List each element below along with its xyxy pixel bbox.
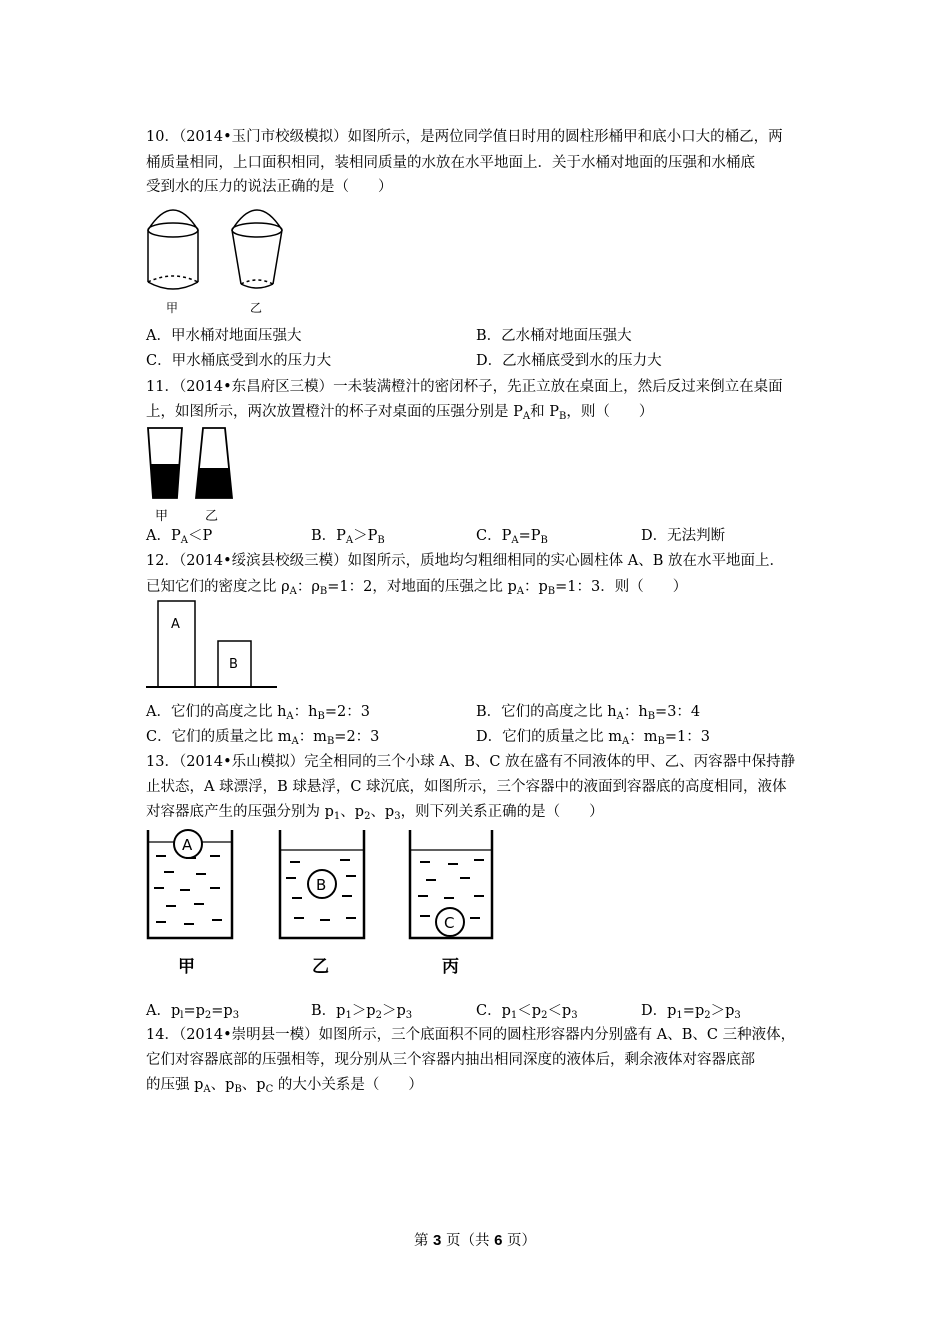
q10-buckets-figure [140,200,300,320]
q11-line-1: 11．（2014•东昌府区三模）一未装满橙汁的密闭杯子，先正立放在桌面上，然后反过来倒立在桌面 [146,379,783,395]
q11-line-2: 上，如图所示，两次放置橙汁的杯子对桌面的压强分别是 $P_A$和 $P_B$，则（ ） [146,404,654,422]
q10-option-d[interactable]: D．乙水桶底受到水的压力大 [476,353,662,369]
q10-label-jia: 甲 [166,301,179,315]
q11-label-yi: 乙 [205,509,219,524]
q13-label-bing: 丙 [442,957,459,977]
q12-option-b[interactable]: B．它们的高度之比 $h_A$：$h_B=3$：4 [476,704,701,722]
q12-cylinders-figure [146,598,281,692]
q10-option-b[interactable]: B．乙水桶对地面压强大 [476,328,632,344]
q12-line-2: 已知它们的密度之比 $\rho_A$：$\rho_B=1$：2，对地面的压强之比 $p_A$：$p_B=1$：3．则（ ） [146,579,688,597]
q10-line-1: 10．（2014•玉门市校级模拟）如图所示，是两位同学值日时用的圆柱形桶甲和底小口大的桶乙，两 [146,129,783,145]
q13-containers-figure [144,826,496,982]
q13-line-2: 止状态，A 球漂浮，B 球悬浮，C 球沉底，如图所示，三个容器中的液面到容器底的高度相同，液体 [146,779,787,795]
q13-liquid-dashes-jia [154,856,222,924]
q13-ball-a-label: A [182,836,193,854]
q10-label-yi: 乙 [250,301,263,315]
q13-label-yi: 乙 [312,957,329,977]
q12-label-b: B [229,657,238,672]
q13-line-3: 对容器底产生的压强分别为 $p_1$、$p_2$、$p_3$，则下列关系正确的是（ ） [146,804,604,822]
q12-option-c[interactable]: C．它们的质量之比 $m_A$：$m_B=2$：3 [146,729,380,747]
q10-line-2: 桶质量相同，上口面积相同，装相同质量的水放在水平地面上．关于水桶对地面的压强和水桶底 [146,155,755,171]
q10-option-a[interactable]: A．甲水桶对地面压强大 [146,328,302,344]
q11-label-jia: 甲 [155,509,169,524]
q13-label-jia: 甲 [178,957,195,977]
q14-line-2: 它们对容器底部的压强相等，现分别从三个容器内抽出相同深度的液体后，剩余液体对容器底部 [146,1052,755,1068]
q14-line-3: 的压强 $p_A$、$p_B$、$p_C$ 的大小关系是（ ） [146,1077,423,1095]
q13-line-1: 13．（2014•乐山模拟）完全相同的三个小球 A、B、C 放在盛有不同液体的甲、乙、丙容器中保持静 [146,754,796,770]
q12-label-a: A [171,617,180,632]
q13-ball-b-label: B [316,876,327,894]
q10-line-3: 受到水的压力的说法正确的是（ ） [146,179,393,195]
q13-ball-c-label: C [444,914,455,932]
q10-option-c[interactable]: C．甲水桶底受到水的压力大 [146,353,332,369]
q14-line-1: 14．（2014•崇明县一模）如图所示，三个底面积不同的圆柱形容器内分别盛有 A、B、C 三种液体， [146,1027,796,1043]
q11-option-a[interactable]: A．$P_A<P$ [146,528,213,546]
q13-option-a[interactable]: A．$p_l=p_2=p_3$ [146,1003,240,1021]
q12-line-1: 12．（2014•绥滨县校级三模）如图所示，质地均匀粗细相同的实心圆柱体 A、B 放在水平地面上． [146,553,784,569]
q13-option-c[interactable]: C．$p_1<p_2<p_3$ [476,1003,578,1021]
q11-option-d[interactable]: D．无法判断 [641,528,726,544]
page-footer: 第 3 页（共 6 页） [413,1232,537,1249]
q11-option-b[interactable]: B．$P_A>P_B$ [311,528,385,546]
q13-option-b[interactable]: B．$p_1>p_2>p_3$ [311,1003,413,1021]
q12-option-a[interactable]: A．它们的高度之比 $h_A$：$h_B=2$：3 [146,704,370,722]
q11-cups-figure [140,424,240,524]
q13-option-d[interactable]: D．$p_1=p_2>p_3$ [641,1003,741,1021]
q11-option-c[interactable]: C．$P_A=P_B$ [476,528,548,546]
q12-option-d[interactable]: D．它们的质量之比 $m_A$：$m_B=1$：3 [476,729,710,747]
